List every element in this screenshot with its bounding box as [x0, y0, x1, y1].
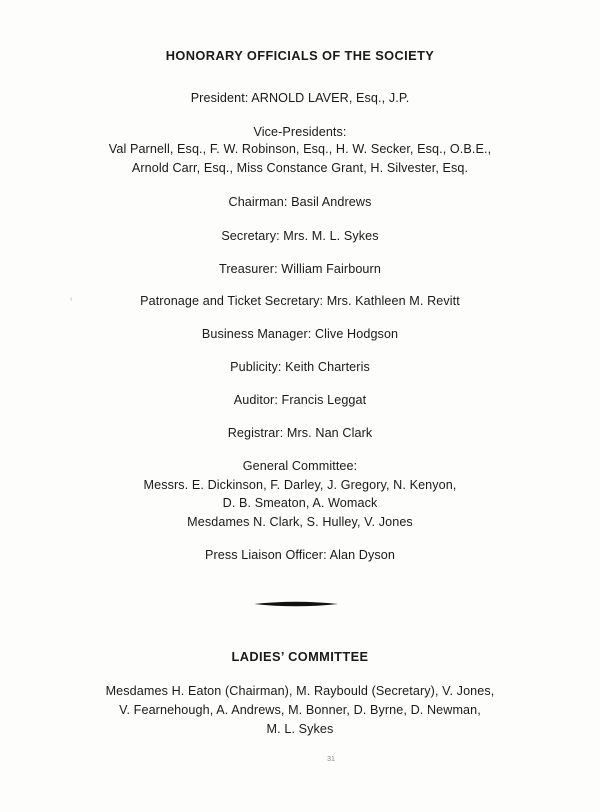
margin-mark: ‹ — [70, 296, 73, 303]
general-committee-line-1: Messrs. E. Dickinson, F. Darley, J. Gregory, N. Kenyon, — [143, 478, 457, 492]
page-number: 31 — [327, 756, 335, 763]
registrar-line: Registrar: Mrs. Nan Clark — [227, 426, 373, 440]
ladies-committee-heading: LADIES’ COMMITTEE — [231, 649, 369, 664]
officials-heading: HONORARY OFFICIALS OF THE SOCIETY — [165, 48, 435, 63]
secretary-line: Secretary: Mrs. M. L. Sykes — [221, 229, 379, 243]
patronage-secretary-line: Patronage and Ticket Secretary: Mrs. Kathleen M. Revitt — [140, 294, 460, 308]
treasurer-line: Treasurer: William Fairbourn — [219, 262, 381, 276]
vice-presidents-line-1: Val Parnell, Esq., F. W. Robinson, Esq., H. W. Secker, Esq., O.B.E., — [108, 142, 492, 156]
section-divider — [254, 601, 338, 607]
vice-presidents-line-2: Arnold Carr, Esq., Miss Constance Grant, H. Silvester, Esq. — [131, 161, 469, 175]
president-line: President: ARNOLD LAVER, Esq., J.P. — [190, 91, 410, 105]
ladies-committee-line-3: M. L. Sykes — [266, 722, 334, 736]
vice-presidents-label: Vice-Presidents: — [253, 125, 347, 139]
general-committee-line-2: D. B. Smeaton, A. Womack — [222, 496, 378, 510]
publicity-line: Publicity: Keith Charteris — [230, 360, 370, 374]
business-manager-line: Business Manager: Clive Hodgson — [201, 327, 399, 341]
general-committee-label: General Committee: — [242, 459, 358, 473]
ladies-committee-line-2: V. Fearnehough, A. Andrews, M. Bonner, D. Byrne, D. Newman, — [119, 703, 481, 717]
general-committee-line-3: Mesdames N. Clark, S. Hulley, V. Jones — [187, 515, 413, 529]
chairman-line: Chairman: Basil Andrews — [228, 195, 372, 209]
ladies-committee-line-1: Mesdames H. Eaton (Chairman), M. Raybould (Secretary), V. Jones, — [105, 684, 495, 698]
press-liaison-line: Press Liaison Officer: Alan Dyson — [205, 548, 395, 562]
auditor-line: Auditor: Francis Leggat — [233, 393, 367, 407]
